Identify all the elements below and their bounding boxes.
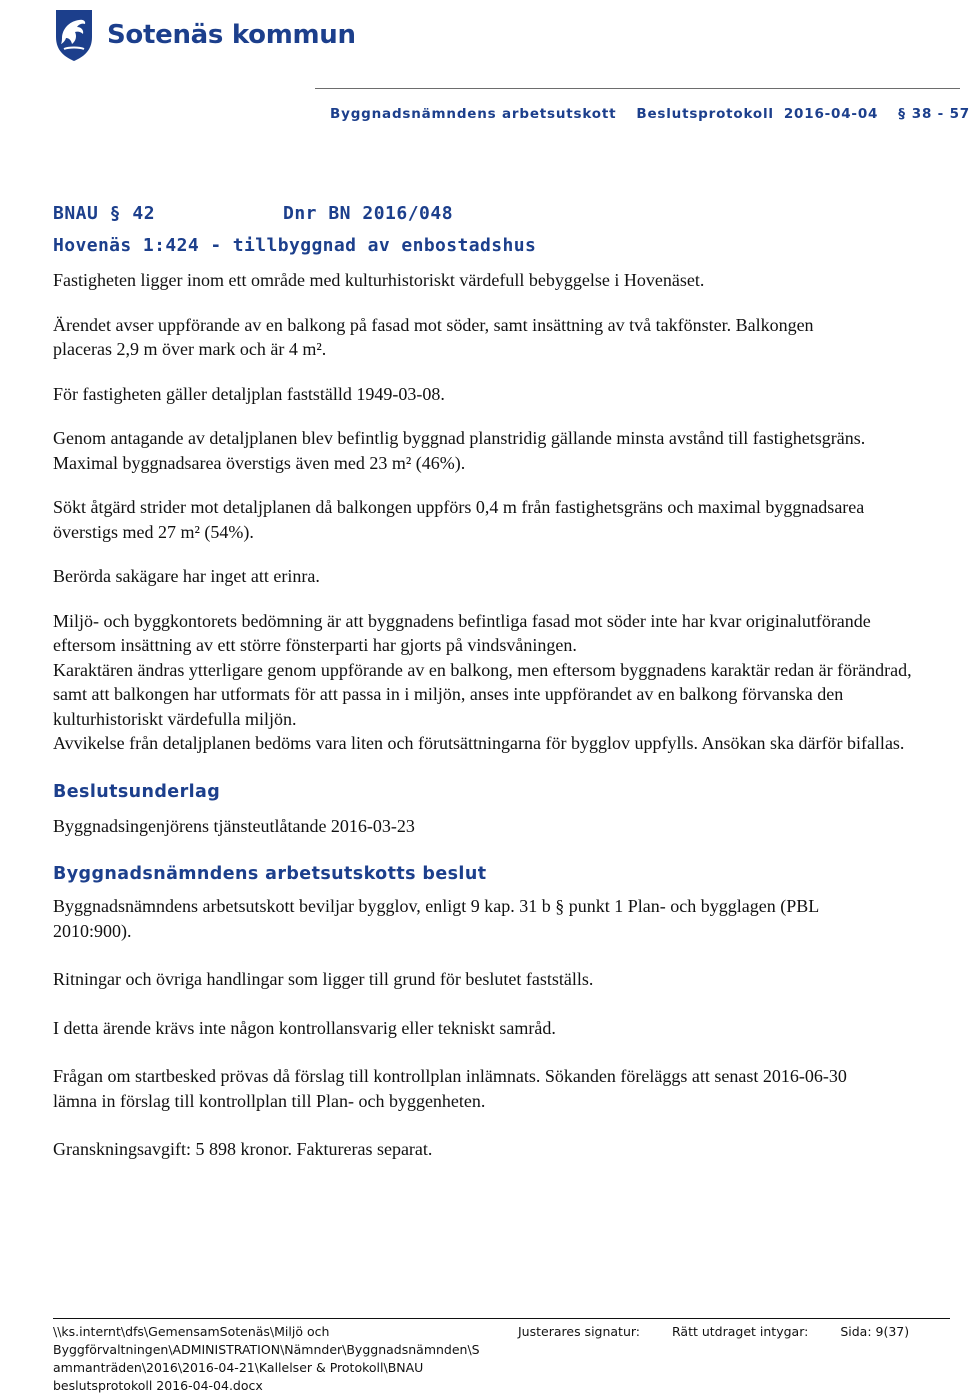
signature-label: Justerares signatur: <box>518 1324 641 1339</box>
header-section-sign: § <box>898 106 906 122</box>
logo-text: Sotenäs kommun <box>107 20 356 50</box>
paragraph: Ärendet avser uppförande av en balkong på fasad mot söder, samt insättning av två takfönster. Balkongen placeras 2,9 m över mark och är 4 m². <box>53 314 814 359</box>
paragraph: Ritningar och övriga handlingar som ligger till grund för beslutet fastställs. <box>53 969 594 989</box>
paragraph: Byggnadsnämndens arbetsutskott beviljar bygglov, enligt 9 kap. 31 b § punkt 1 Plan- och bygglagen (PBL 2010:900). <box>53 896 819 941</box>
document-body <box>53 200 933 1162</box>
paragraph: Genom antagande av detaljplanen blev befintlig byggnad planstridig gällande minsta avstånd till fastighetsgräns. Maximal byggnadsarea överstigs även med 23 m² (46%). <box>53 428 866 473</box>
paragraph: Frågan om startbesked prövas då förslag till kontrollplan inlämnats. Sökanden föreläggs att senast 2016-06-30 lämna in förslag till kontrollplan till Plan- och byggenheten. <box>53 1066 847 1111</box>
paragraph: För fastigheten gäller detaljplan fastställd 1949-03-08. <box>53 383 445 404</box>
header-divider <box>315 88 960 89</box>
paragraph: Avvikelse från detaljplanen bedöms vara liten och förutsättningarna för bygglov uppfylls. Ansökan ska därför bifallas. <box>53 733 905 753</box>
paragraph: Fastigheten ligger inom ett område med kulturhistoriskt värdefull bebyggelse i Hovenäset. <box>53 270 705 290</box>
file-path <box>53 1323 523 1395</box>
paragraph: I detta ärende krävs inte någon kontrollansvarig eller tekniskt samråd. <box>53 1017 556 1038</box>
footer-divider <box>53 1318 950 1319</box>
file-path-line: Byggförvaltningen\ADMINISTRATION\Nämnder\Byggnadsnämnden\S <box>53 1342 480 1357</box>
paragraph: Granskningsavgift: 5 898 kronor. Faktureras separat. <box>53 1139 433 1159</box>
section-heading-beslut: Byggnadsnämndens arbetsutskotts beslut <box>53 864 487 884</box>
header-body-name: Byggnadsnämndens arbetsutskott <box>330 106 617 122</box>
municipal-coat-of-arms-icon <box>53 7 95 63</box>
paragraph: Sökt åtgärd strider mot detaljplanen då balkongen uppförs 0,4 m från fastighetsgräns och maximal byggnadsarea överstigs med 27 m² (54%). <box>53 497 865 542</box>
case-number-line <box>53 200 933 226</box>
paragraph: Berörda sakägare har inget att erinra. <box>53 566 320 586</box>
file-path-line: ammanträden\2016\2016-04-21\Kallelser & Protokoll\BNAU <box>53 1360 424 1375</box>
paragraph: Miljö- och byggkontorets bedömning är att byggnadens befintliga fasad mot söder inte har kvar originalutförande eftersom insättning av ett större fönsterparti har gjorts på vindsvåningen. <box>53 610 871 655</box>
header-doc-type: Beslutsprotokoll <box>636 106 774 122</box>
page-number: Sida: 9(37) <box>840 1324 910 1339</box>
footer-signature-fields <box>518 1323 909 1341</box>
header-paragraph-range: 38 - 57 <box>911 106 970 122</box>
case-dnr: Dnr BN 2016/048 <box>283 202 454 224</box>
paragraph: Byggnadsingenjörens tjänsteutlåtande 2016-03-23 <box>53 815 415 836</box>
extract-label: Rätt utdraget intygar: <box>672 1324 809 1339</box>
case-title: Hovenäs 1:424 - tillbyggnad av enbostadshus <box>53 235 537 256</box>
case-number: BNAU § 42 <box>53 202 156 224</box>
header-date: 2016-04-04 <box>783 106 879 122</box>
running-header <box>330 106 970 122</box>
file-path-line: \\ks.internt\dfs\GemensamSotenäs\Miljö och <box>53 1324 330 1339</box>
section-heading-beslutsunderlag: Beslutsunderlag <box>53 781 221 802</box>
file-path-line: beslutsprotokoll 2016-04-04.docx <box>53 1378 263 1393</box>
municipality-logo <box>53 4 356 66</box>
paragraph: Karaktären ändras ytterligare genom uppförande av en balkong, men eftersom byggnadens karaktär redan är förändrad, samt att balkongen har utformats för att passa in i miljön, anses inte uppförandet av en balkong förvanska den kulturhistoriskt värdefulla miljön. <box>53 659 912 729</box>
